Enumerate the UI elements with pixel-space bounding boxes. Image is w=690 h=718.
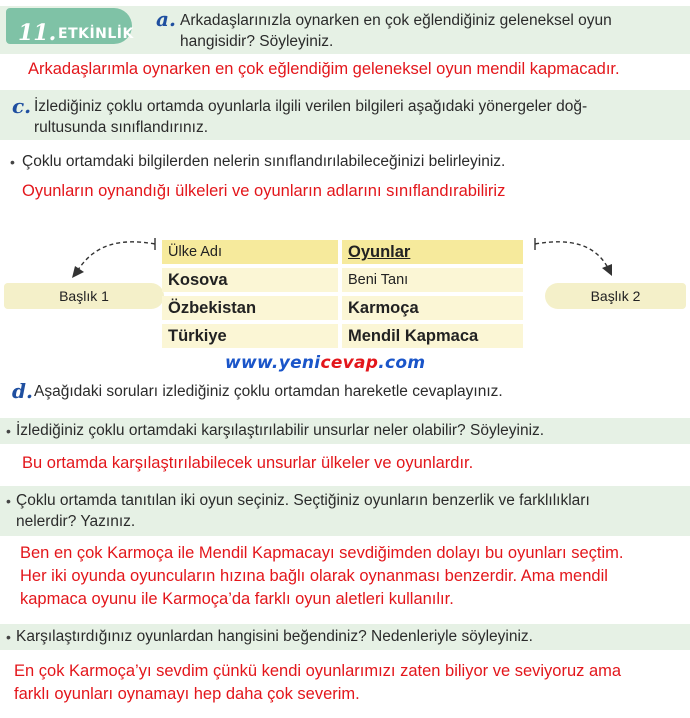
table-row-2-game: Karmoça [342,296,523,320]
table-row-1-country: Kosova [162,268,338,292]
bullet: • [6,423,11,439]
bullet: • [6,493,11,509]
table-row-3-country: Türkiye [162,324,338,348]
table-header-country: Ülke Adı [162,240,338,264]
answer-2-line3: kapmaca oyunu ile Karmoça’da farklı oyun aletleri kullanılır. [20,590,454,608]
site-watermark [225,353,425,373]
question-1-text: İzlediğiniz çoklu ortamdaki karşılaştırılabilir unsurlar neler olabilir? Söyleyiniz. [16,422,545,439]
heading-1-label: Başlık 1 [59,288,109,304]
answer-2-line1: Ben en çok Karmoça ile Mendil Kapmacayı sevdiğimden dolayı bu oyunları seçtim. [20,544,624,562]
section-a-question-line1: Arkadaşlarınızla oynarken en çok eğlendiğiniz geleneksel oyun [180,12,612,29]
activity-badge [6,8,132,44]
section-a-letter: a. [156,7,176,31]
question-2-line1: Çoklu ortamda tanıtılan iki oyun seçiniz. Seçtiğiniz oyunların benzerlik ve farklılıkları [16,492,590,509]
answer-2-line2: Her iki oyunda oyuncuların hızına bağlı olarak oynanması benzerdir. Ama mendil [20,567,608,585]
table-row-2-country: Özbekistan [162,296,338,320]
table-row-3-game: Mendil Kapmaca [342,324,523,348]
left-arrow [78,242,155,270]
bullet: • [6,629,11,645]
question-2-line2: nelerdir? Yazınız. [16,513,136,530]
watermark-prefix: www. [225,353,279,373]
heading-2-box [545,283,686,309]
section-a-question-line2: hangisidir? Söyleyiniz. [180,33,334,50]
right-arrow [535,242,608,268]
table-row-1-game: Beni Tanı [342,268,523,292]
section-d-intro: Aşağıdaki soruları izlediğiniz çoklu ortamdan hareketle cevaplayınız. [34,383,503,400]
table-header-games: Oyunlar [342,240,523,264]
section-d-letter: d. [12,379,33,403]
bullet: • [10,154,15,170]
activity-label: ETKİNLİK [58,26,134,42]
heading-2-label: Başlık 2 [590,288,641,304]
left-arrowhead [72,266,84,278]
section-a-answer: Arkadaşlarımla oynarken en çok eğlendiğim geleneksel oyun mendil kapmacadır. [28,60,620,78]
heading-1-box [4,283,164,309]
section-c-letter: c. [12,94,32,118]
answer-1-text: Bu ortamda karşılaştırılabilecek unsurlar ülkeler ve oyunlardır. [22,454,474,472]
section-c-question-line2: rultusunda sınıflandırınız. [34,119,209,136]
question-3-text: Karşılaştırdığınız oyunlardan hangisini beğendiniz? Nedenleriyle söyleyiniz. [16,628,533,645]
section-c-answer: Oyunların oynandığı ülkeleri ve oyunların adlarını sınıflandırabiliriz [22,182,506,200]
answer-3-line1: En çok Karmoça’yı sevdim çünkü kendi oyunlarımızı zaten biliyor ve seviyoruz ama [14,662,622,680]
answer-3-line2: farklı oyunları oynamayı hep daha çok severim. [14,685,360,703]
watermark-suffix: .com [378,353,426,373]
section-c-sub-question: Çoklu ortamdaki bilgilerden nelerin sınıflandırılabileceğinizi belirleyiniz. [22,153,506,170]
watermark-brand-b: cevap [320,353,379,373]
activity-number: 11. [18,20,57,46]
section-c-question-line1: İzlediğiniz çoklu ortamda oyunlarla ilgili verilen bilgileri aşağıdaki yönergeler doğ- [34,98,588,115]
watermark-brand-a: yeni [278,353,321,373]
